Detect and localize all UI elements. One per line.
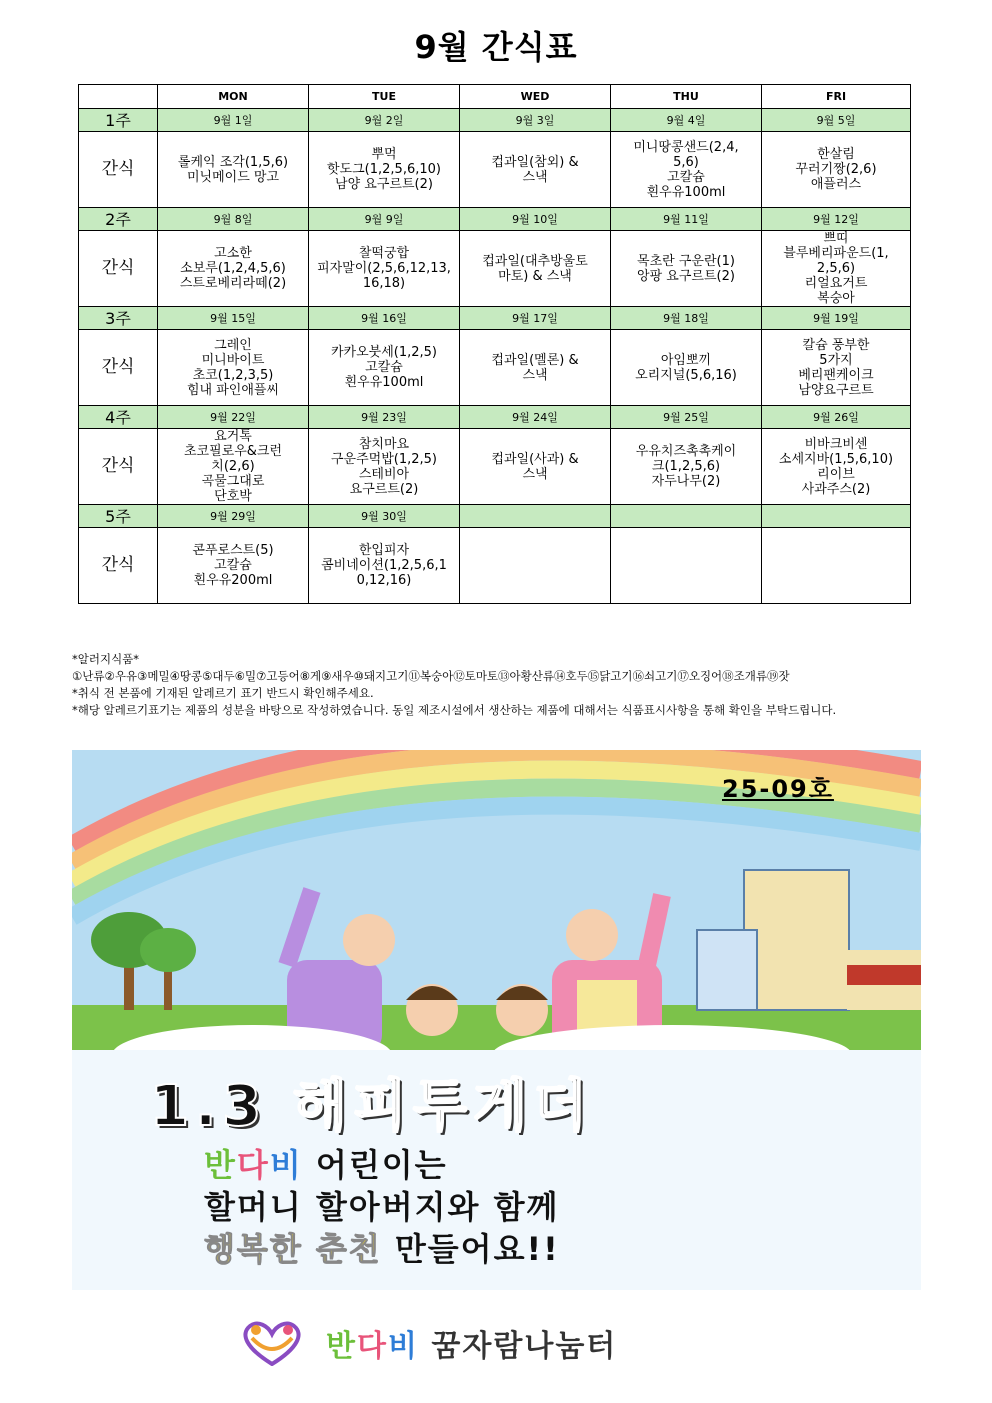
allergy-notes xyxy=(72,651,922,719)
date-cell xyxy=(762,505,911,528)
date-cell: 9월 8일 xyxy=(158,208,309,231)
date-cell xyxy=(460,505,611,528)
corner-cell xyxy=(79,85,158,109)
snack-row-label: 간식 xyxy=(79,132,158,208)
snack-cell xyxy=(762,231,911,307)
snack-item-line: 곡물그대로 xyxy=(201,474,265,489)
date-cell: 9월 26일 xyxy=(762,406,911,429)
snack-item-line: 5가지 xyxy=(819,352,853,368)
snack-item-line: 치(2,6) xyxy=(211,459,255,474)
snack-item-line: 미닛메이드 망고 xyxy=(186,169,280,185)
snack-item-line: 초코(1,2,3,5) xyxy=(192,367,274,383)
date-cell: 9월 10일 xyxy=(460,208,611,231)
snack-item-line: 컵과일(멜론) & xyxy=(491,352,579,368)
brand-name: 반다비 꿈자람나눔터 xyxy=(326,1329,618,1364)
week-label: 4주 xyxy=(79,406,158,429)
snack-item-line: 베리팬케이크 xyxy=(798,367,874,383)
day-header: MON xyxy=(158,85,309,109)
snack-item-line: 콘푸로스트(5) xyxy=(192,543,274,558)
snack-cell xyxy=(158,330,309,406)
snack-item-line: 핫도그(1,2,5,6,10) xyxy=(327,162,441,177)
snack-item-line: 쁘띠 xyxy=(823,231,849,246)
snack-item-line: 남양요구르트 xyxy=(798,382,874,398)
snack-item-line: 마토) & 스낵 xyxy=(498,268,572,284)
snack-cell xyxy=(611,330,762,406)
week-date-row xyxy=(79,406,911,429)
issue-number: 25-09호 xyxy=(722,775,834,803)
snack-item-line: 칼슘 풍부한 xyxy=(802,337,870,353)
note-check-label: *취식 전 본품에 기재된 알레르기 표기 반드시 확인해주세요. xyxy=(72,686,374,700)
snack-cell xyxy=(460,132,611,208)
snack-item-line: 구운주먹밥(1,2,5) xyxy=(330,451,437,467)
snack-item-line: 카카오붓세(1,2,5) xyxy=(330,345,437,360)
date-cell: 9월 9일 xyxy=(309,208,460,231)
date-cell: 9월 22일 xyxy=(158,406,309,429)
date-cell: 9월 15일 xyxy=(158,307,309,330)
snack-item-line: 미니바이트 xyxy=(201,352,265,368)
note-manufacturing: *해당 알레르기표기는 제품의 성분을 바탕으로 작성하였습니다. 동일 제조시설에서 생산하는 제품에 대해서는 식품표시사항을 통해 확인을 부탁드립니다. xyxy=(72,703,837,717)
snack-item-line: 꾸러기짱(2,6) xyxy=(795,162,877,177)
snack-item-line: 자두나무(2) xyxy=(651,474,721,489)
snack-row-label: 간식 xyxy=(79,528,158,604)
poster-message-line1: 반다비 어린이는 xyxy=(204,1146,448,1184)
date-cell: 9월 16일 xyxy=(309,307,460,330)
week-label: 3주 xyxy=(79,307,158,330)
snack-item-line: 한살림 xyxy=(817,147,855,162)
snack-cell xyxy=(309,528,460,604)
snack-cell xyxy=(762,528,911,604)
date-cell: 9월 11일 xyxy=(611,208,762,231)
snack-item-line: 흰우유200ml xyxy=(193,573,273,588)
snack-cell xyxy=(309,429,460,505)
date-cell: 9월 3일 xyxy=(460,109,611,132)
poster-message-line3: 행복한 춘천 만들어요!! xyxy=(204,1230,560,1268)
week-label: 1주 xyxy=(79,109,158,132)
snack-item-line: 아임뽀끼 xyxy=(660,352,712,368)
snack-item-line: 스테비아 xyxy=(358,466,410,482)
snack-item-line: 애플러스 xyxy=(810,177,862,192)
snack-item-line: 컵과일(사과) & xyxy=(491,451,579,467)
snack-item-line: 소세지바(1,5,6,10) xyxy=(778,451,894,467)
snack-cell xyxy=(158,528,309,604)
snack-item-line: 한입피자 xyxy=(358,543,410,558)
snack-row xyxy=(79,231,911,307)
snack-item-line: 블루베리파운드(1, xyxy=(783,246,889,261)
snack-cell xyxy=(158,231,309,307)
allergy-list: ①난류②우유③메밀④땅콩⑤대두⑥밀⑦고등어⑧게⑨새우⑩돼지고기⑪복숭아⑫토마토⑬아황산류⑭호두⑮닭고기⑯쇠고기⑰오징어⑱조개류⑲잣 xyxy=(72,669,790,683)
snack-item-line: 단호박 xyxy=(214,489,252,504)
date-cell: 9월 12일 xyxy=(762,208,911,231)
date-cell: 9월 25일 xyxy=(611,406,762,429)
snack-item-line: 스낵 xyxy=(522,169,548,185)
snack-item-line: 롤케익 조각(1,5,6) xyxy=(177,154,289,170)
snack-item-line: 초코필로우&크런 xyxy=(183,444,283,459)
snack-cell xyxy=(460,429,611,505)
snack-item-line: 흰우유100ml xyxy=(344,375,424,390)
snack-item-line: 앙팡 요구르트(2) xyxy=(637,268,735,284)
building-icon xyxy=(697,870,921,1010)
snack-item-line: 남양 요구르트(2) xyxy=(335,177,433,192)
date-cell: 9월 2일 xyxy=(309,109,460,132)
snack-cell xyxy=(158,429,309,505)
snack-item-line: 참치마요 xyxy=(358,436,410,452)
snack-item-line: 고칼슘 xyxy=(365,360,403,375)
date-cell: 9월 17일 xyxy=(460,307,611,330)
date-cell: 9월 18일 xyxy=(611,307,762,330)
snack-row-label: 간식 xyxy=(79,429,158,505)
snack-cell xyxy=(611,429,762,505)
poster-message-line2: 할머니 할아버지와 함께 xyxy=(204,1188,560,1226)
date-cell: 9월 24일 xyxy=(460,406,611,429)
snack-cell xyxy=(309,330,460,406)
snack-item-line: 힘내 파인애플씨 xyxy=(186,382,280,398)
snack-item-line: 2,5,6) xyxy=(816,261,856,276)
snack-cell xyxy=(762,330,911,406)
tree-icon xyxy=(91,912,196,1010)
day-header-row xyxy=(79,85,911,109)
week-date-row xyxy=(79,307,911,330)
snack-item-line: 오리지널(5,6,16) xyxy=(635,367,737,383)
footer-brand xyxy=(236,1318,617,1368)
snack-menu-table xyxy=(78,84,911,604)
snack-item-line: 컵과일(대추방울토 xyxy=(482,253,588,269)
day-header: FRI xyxy=(762,85,911,109)
snack-row xyxy=(79,429,911,505)
snack-row xyxy=(79,132,911,208)
snack-item-line: 0,12,16) xyxy=(356,573,412,588)
snack-item-line: 스트로베리라떼(2) xyxy=(179,276,287,291)
snack-item-line: 피자말이(2,5,6,12,13, xyxy=(317,261,451,276)
date-cell xyxy=(611,505,762,528)
snack-item-line: 5,6) xyxy=(673,154,699,170)
snack-item-line: 우유치즈촉촉케이 xyxy=(635,444,737,459)
snack-item-line: 소보루(1,2,4,5,6) xyxy=(180,261,286,276)
snack-item-line: 고소한 xyxy=(214,246,252,261)
snack-item-line: 미니땅콩샌드(2,4, xyxy=(633,139,739,155)
snack-item-line: 콤비네이션(1,2,5,6,1 xyxy=(321,558,447,573)
snack-row-label: 간식 xyxy=(79,231,158,307)
heart-people-logo-icon xyxy=(236,1320,308,1366)
day-header: WED xyxy=(460,85,611,109)
snack-item-line: 복숭아 xyxy=(817,291,855,306)
snack-item-line: 컵과일(참외) & xyxy=(491,154,579,170)
snack-item-line: 리얼요거트 xyxy=(804,276,868,291)
snack-cell xyxy=(611,132,762,208)
snack-item-line: 사과주스(2) xyxy=(801,481,871,497)
snack-item-line: 비바크비센 xyxy=(804,436,868,452)
week-date-row xyxy=(79,505,911,528)
poster-headline: 1.3 해피투게더 xyxy=(150,1074,594,1139)
snack-cell xyxy=(762,429,911,505)
date-cell: 9월 1일 xyxy=(158,109,309,132)
snack-cell xyxy=(762,132,911,208)
date-cell: 9월 29일 xyxy=(158,505,309,528)
page-title: 9월 간식표 xyxy=(414,28,578,66)
day-header: THU xyxy=(611,85,762,109)
snack-item-line: 16,18) xyxy=(362,276,406,291)
snack-item-line: 스낵 xyxy=(522,466,548,482)
week-date-row xyxy=(79,208,911,231)
snack-item-line: 리이브 xyxy=(817,466,855,482)
date-cell: 9월 19일 xyxy=(762,307,911,330)
date-cell: 9월 30일 xyxy=(309,505,460,528)
snack-item-line: 고칼슘 xyxy=(214,558,252,573)
snack-cell xyxy=(460,330,611,406)
snack-cell xyxy=(460,528,611,604)
snack-row-label: 간식 xyxy=(79,330,158,406)
snack-item-line: 스낵 xyxy=(522,367,548,383)
day-header: TUE xyxy=(309,85,460,109)
snack-item-line: 그레인 xyxy=(214,337,252,353)
snack-cell xyxy=(309,132,460,208)
date-cell: 9월 23일 xyxy=(309,406,460,429)
snack-item-line: 요구르트(2) xyxy=(349,481,419,497)
snack-item-line: 흰우유100ml xyxy=(646,184,726,200)
snack-item-line: 고칼슘 xyxy=(667,169,705,185)
week-label: 5주 xyxy=(79,505,158,528)
snack-item-line: 크(1,2,5,6) xyxy=(651,459,721,474)
snack-item-line: 요거톡 xyxy=(214,429,252,444)
allergy-title: *알러지식품* xyxy=(72,652,140,666)
date-cell: 9월 4일 xyxy=(611,109,762,132)
snack-row xyxy=(79,528,911,604)
snack-cell xyxy=(309,231,460,307)
snack-item-line: 뿌먹 xyxy=(371,147,397,162)
date-cell: 9월 5일 xyxy=(762,109,911,132)
snack-item-line: 목초란 구운란(1) xyxy=(637,253,735,269)
snack-cell xyxy=(611,231,762,307)
snack-cell xyxy=(460,231,611,307)
snack-row xyxy=(79,330,911,406)
snack-cell xyxy=(158,132,309,208)
snack-item-line: 찰떡궁합 xyxy=(358,246,410,261)
snack-cell xyxy=(611,528,762,604)
week-label: 2주 xyxy=(79,208,158,231)
week-date-row xyxy=(79,109,911,132)
